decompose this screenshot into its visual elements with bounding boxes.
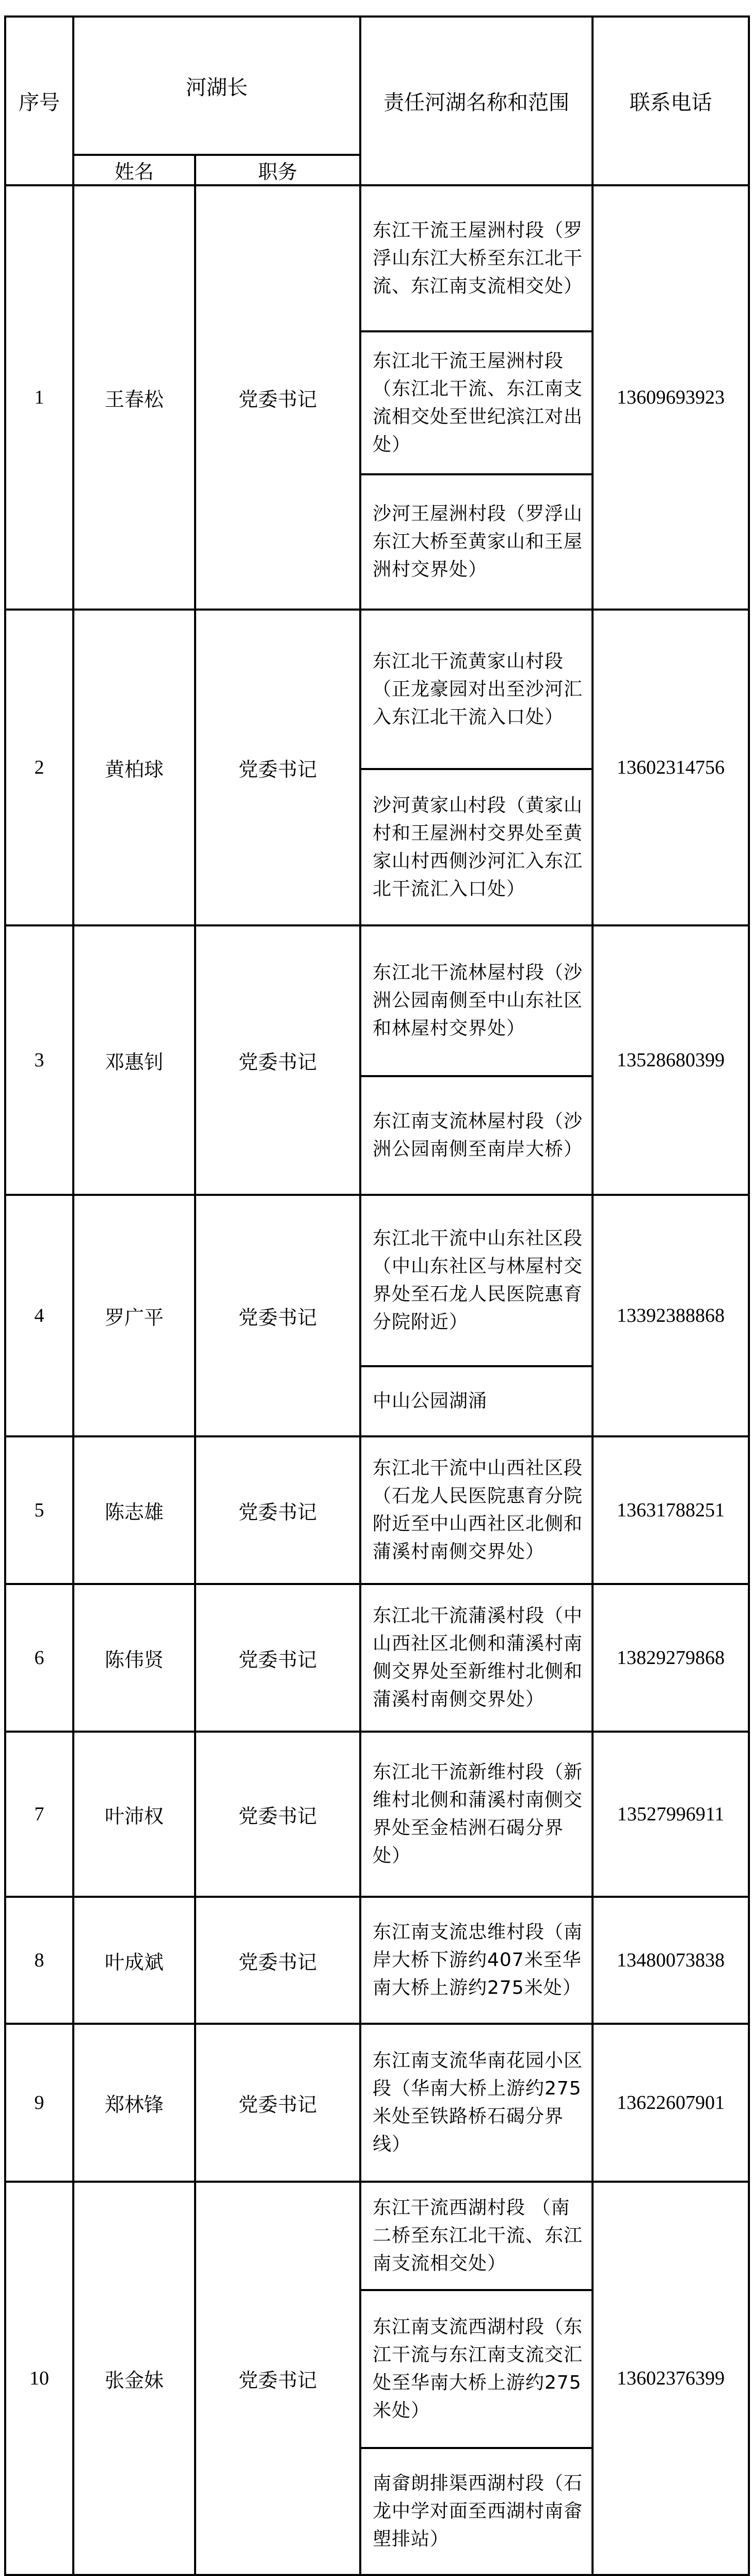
table-row: [5, 1897, 749, 2024]
header-row: [5, 17, 749, 155]
contact-phone: 13602314756: [593, 610, 749, 925]
chief-position: 党委书记: [195, 1732, 360, 1897]
river-scope: 东江北干流蒲溪村段（中山西社区北侧和蒲溪村南侧交界处至新维村北侧和蒲溪村南侧交界处）: [360, 1584, 593, 1732]
row-seq: 8: [5, 1897, 73, 2024]
table-row: [5, 1195, 749, 1366]
chief-name: 黄柏球: [73, 610, 195, 925]
row-seq: 3: [5, 925, 73, 1195]
chief-name: 罗广平: [73, 1195, 195, 1436]
table-row: [5, 610, 749, 769]
row-seq: 10: [5, 2182, 73, 2575]
chief-name: 叶沛权: [73, 1732, 195, 1897]
row-seq: 6: [5, 1584, 73, 1732]
header-phone: 联系电话: [593, 17, 749, 185]
table-row: [5, 2024, 749, 2182]
row-seq: 5: [5, 1436, 73, 1584]
row-seq: 7: [5, 1732, 73, 1897]
table-body: [5, 17, 749, 2575]
chief-position: 党委书记: [195, 1436, 360, 1584]
chief-position: 党委书记: [195, 925, 360, 1195]
chief-name: 叶成斌: [73, 1897, 195, 2024]
table-row: [5, 185, 749, 331]
row-seq: 1: [5, 185, 73, 610]
row-seq: 9: [5, 2024, 73, 2182]
header-river: 责任河湖名称和范围: [360, 17, 593, 185]
header-seq: 序号: [5, 17, 73, 185]
header-chief: 河湖长: [73, 17, 360, 155]
row-seq: 4: [5, 1195, 73, 1436]
river-scope: 东江北干流中山东社区段（中山东社区与林屋村交界处至石龙人民医院惠育分院附近）: [360, 1195, 593, 1366]
river-scope: 南畲朗排渠西湖村段（石龙中学对面至西湖村南畲塱排站）: [360, 2448, 593, 2575]
table-row: [5, 1436, 749, 1584]
river-scope: 东江北干流王屋洲村段（东江北干流、东江南支流相交处至世纪滨江对出处）: [360, 331, 593, 474]
chief-name: 邓惠钊: [73, 925, 195, 1195]
contact-phone: 13829279868: [593, 1584, 749, 1732]
chief-position: 党委书记: [195, 185, 360, 610]
river-scope: 东江北干流新维村段（新维村北侧和蒲溪村南侧交界处至金桔洲石碣分界处）: [360, 1732, 593, 1897]
river-scope: 东江南支流林屋村段（沙洲公园南侧至南岸大桥）: [360, 1076, 593, 1195]
chief-position: 党委书记: [195, 1195, 360, 1436]
chief-position: 党委书记: [195, 2182, 360, 2575]
river-scope: 东江北干流林屋村段（沙洲公园南侧至中山东社区和林屋村交界处）: [360, 925, 593, 1076]
chief-name: 陈志雄: [73, 1436, 195, 1584]
contact-phone: 13480073838: [593, 1897, 749, 2024]
chief-position: 党委书记: [195, 1897, 360, 2024]
contact-phone: 13631788251: [593, 1436, 749, 1584]
header-position: 职务: [195, 155, 360, 185]
river-scope: 东江南支流忠维村段（南岸大桥下游约407米至华南大桥上游约275米处）: [360, 1897, 593, 2024]
river-scope: 沙河黄家山村段（黄家山村和王屋洲村交界处至黄家山村西侧沙河汇入东江北干流汇入口处）: [360, 769, 593, 925]
chief-position: 党委书记: [195, 2024, 360, 2182]
table-row: [5, 1732, 749, 1897]
river-scope: 东江北干流中山西社区段（石龙人民医院惠育分院附近至中山西社区北侧和蒲溪村南侧交界处）: [360, 1436, 593, 1584]
header-name: 姓名: [73, 155, 195, 185]
contact-phone: 13609693923: [593, 185, 749, 610]
river-scope: 东江干流西湖村段 （南二桥至东江北干流、东江南支流相交处）: [360, 2182, 593, 2290]
river-scope: 东江南支流西湖村段（东江干流与东江南支流交汇处至华南大桥上游约275米处）: [360, 2290, 593, 2448]
table-row: [5, 1584, 749, 1732]
contact-phone: 13528680399: [593, 925, 749, 1195]
chief-position: 党委书记: [195, 1584, 360, 1732]
river-scope: 沙河王屋洲村段（罗浮山东江大桥至黄家山和王屋洲村交界处）: [360, 474, 593, 610]
chief-name: 郑林锋: [73, 2024, 195, 2182]
contact-phone: 13527996911: [593, 1732, 749, 1897]
table-row: [5, 925, 749, 1076]
contact-phone: 13392388868: [593, 1195, 749, 1436]
river-scope: 东江干流王屋洲村段（罗浮山东江大桥至东江北干流、东江南支流相交处）: [360, 185, 593, 331]
chief-position: 党委书记: [195, 610, 360, 925]
row-seq: 2: [5, 610, 73, 925]
river-scope: 东江北干流黄家山村段（正龙豪园对出至沙河汇入东江北干流入口处）: [360, 610, 593, 769]
river-scope: 东江南支流华南花园小区段（华南大桥上游约275米处至铁路桥石碣分界线）: [360, 2024, 593, 2182]
contact-phone: 13602376399: [593, 2182, 749, 2575]
chief-name: 张金妹: [73, 2182, 195, 2575]
chief-name: 陈伟贤: [73, 1584, 195, 1732]
chief-name: 王春松: [73, 185, 195, 610]
river-chief-table: [4, 15, 750, 2576]
river-scope: 中山公园湖涌: [360, 1366, 593, 1436]
table-row: [5, 2182, 749, 2290]
contact-phone: 13622607901: [593, 2024, 749, 2182]
